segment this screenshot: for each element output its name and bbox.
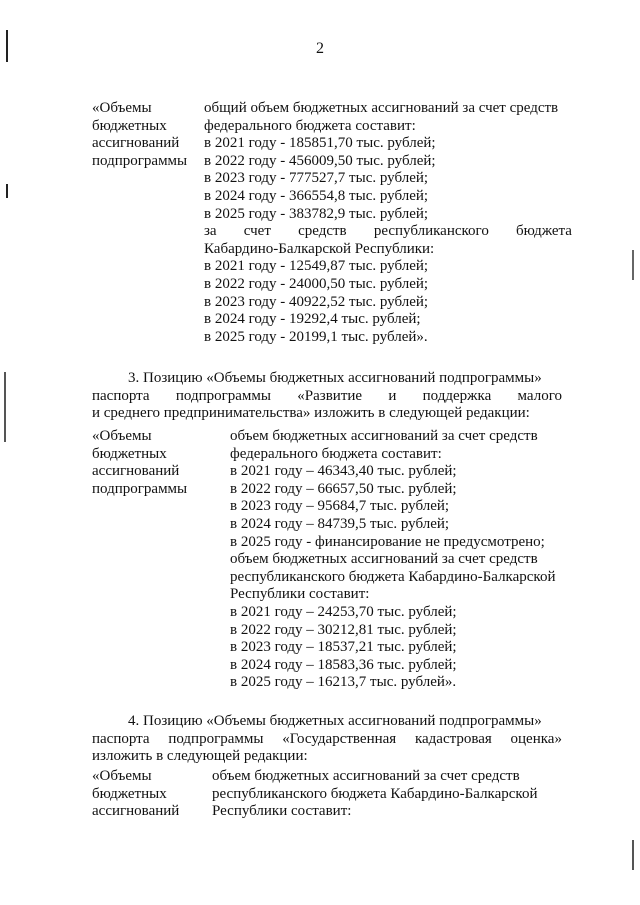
word: и — [388, 387, 397, 404]
word: бюджета — [516, 223, 572, 240]
scan-mark-right — [632, 250, 634, 280]
text-line: в 2024 году - 366554,8 тыс. рублей; — [204, 187, 429, 204]
text-line: объем бюджетных ассигнований за счет средств — [230, 428, 538, 444]
word: паспорта — [92, 387, 150, 404]
justified-line — [92, 388, 562, 406]
text-line: в 2023 году - 40922,52 тыс. рублей; — [204, 293, 429, 310]
text-line: в 2023 году – 18537,21 тыс. рублей; — [230, 639, 457, 656]
block-3-text — [212, 768, 572, 821]
text-line: в 2024 году - 19292,4 тыс. рублей; — [204, 311, 421, 328]
text-line: в 2023 году – 95684,7 тыс. рублей; — [230, 498, 450, 515]
word: оценка» — [510, 730, 562, 747]
block-2-text — [230, 428, 572, 692]
word: счет — [243, 223, 271, 240]
label-line: ассигнований — [92, 463, 180, 480]
text-line: в 2021 году – 24253,70 тыс. рублей; — [230, 603, 457, 620]
paragraph-3 — [92, 370, 562, 423]
text-line: Республики составит: — [230, 586, 370, 603]
word: «Развитие — [297, 387, 363, 404]
text-line: общий объем бюджетных ассигнований за счет средств — [204, 100, 559, 116]
text-line: республиканского бюджета Кабардино-Балкарской — [212, 785, 538, 802]
label-line: «Объемы — [92, 100, 152, 116]
label-line: «Объемы — [92, 768, 152, 784]
text-line: в 2025 году – 16213,7 тыс. рублей». — [230, 674, 457, 691]
text-line: в 2025 году - финансирование не предусмотрено; — [230, 533, 545, 550]
text-line: в 2022 году – 30212,81 тыс. рублей; — [230, 621, 457, 638]
text-line: в 2021 году - 12549,87 тыс. рублей; — [204, 258, 429, 275]
word: республиканского — [373, 223, 489, 240]
text-line: федерального бюджета составит: — [204, 117, 416, 134]
text-line: Республики составит: — [212, 803, 352, 820]
para-line: изложить в следующей редакции: — [92, 748, 308, 765]
paragraph-4 — [92, 713, 562, 766]
scan-mark-right-bottom — [632, 840, 634, 870]
label-line: бюджетных — [92, 445, 167, 462]
para-line: и среднего предпринимательства» изложить в следующей редакции: — [92, 405, 530, 422]
label-line: ассигнований — [92, 803, 180, 820]
scan-mark-lower — [4, 372, 6, 442]
label-line: «Объемы — [92, 428, 152, 444]
label-line: бюджетных — [92, 785, 167, 802]
word: малого — [517, 387, 562, 404]
justified-line — [204, 223, 572, 241]
justified-line — [92, 731, 562, 749]
label-line: ассигнований — [92, 135, 180, 152]
para-line: 3. Позицию «Объемы бюджетных ассигнований подпрограммы» — [128, 370, 542, 386]
text-line: объем бюджетных ассигнований за счет средств — [230, 551, 538, 568]
word: подпрограммы — [175, 387, 271, 404]
text-line: в 2025 году - 383782,9 тыс. рублей; — [204, 205, 429, 222]
text-line: в 2024 году – 18583,36 тыс. рублей; — [230, 656, 457, 673]
text-line: в 2022 году – 66657,50 тыс. рублей; — [230, 480, 457, 497]
text-line: в 2024 году – 84739,5 тыс. рублей; — [230, 515, 450, 532]
word: за — [204, 223, 217, 240]
label-line: подпрограммы — [92, 480, 188, 497]
block-3-label — [92, 768, 212, 821]
word: «Государственная — [282, 730, 397, 747]
text-line: в 2025 году - 20199,1 тыс. рублей». — [204, 328, 428, 345]
text-line: федерального бюджета составит: — [230, 445, 442, 462]
text-line: объем бюджетных ассигнований за счет средств — [212, 768, 520, 784]
word: средств — [298, 223, 347, 240]
block-1-label — [92, 100, 204, 346]
block-2-label — [92, 428, 230, 692]
word: паспорта — [92, 730, 150, 747]
word: подпрограммы — [168, 730, 264, 747]
block-1 — [92, 100, 572, 346]
text-line: в 2023 году - 777527,7 тыс. рублей; — [204, 170, 429, 187]
text-line: в 2021 году - 185851,70 тыс. рублей; — [204, 135, 436, 152]
word: кадастровая — [414, 730, 492, 747]
scan-mark-mid — [6, 184, 8, 198]
text-line: Кабардино-Балкарской Республики: — [204, 240, 435, 257]
page-number: 2 — [316, 40, 324, 57]
text-line: республиканского бюджета Кабардино-Балкарской — [230, 568, 556, 585]
word: поддержка — [422, 387, 492, 404]
text-line: в 2021 году – 46343,40 тыс. рублей; — [230, 463, 457, 480]
text-line: в 2022 году - 24000,50 тыс. рублей; — [204, 275, 429, 292]
block-1-text — [204, 100, 572, 346]
block-2 — [92, 428, 572, 692]
label-line: подпрограммы — [92, 152, 188, 169]
block-3 — [92, 768, 572, 821]
text-line: в 2022 году - 456009,50 тыс. рублей; — [204, 152, 436, 169]
para-line: 4. Позицию «Объемы бюджетных ассигнований подпрограммы» — [128, 713, 542, 729]
label-line: бюджетных — [92, 117, 167, 134]
